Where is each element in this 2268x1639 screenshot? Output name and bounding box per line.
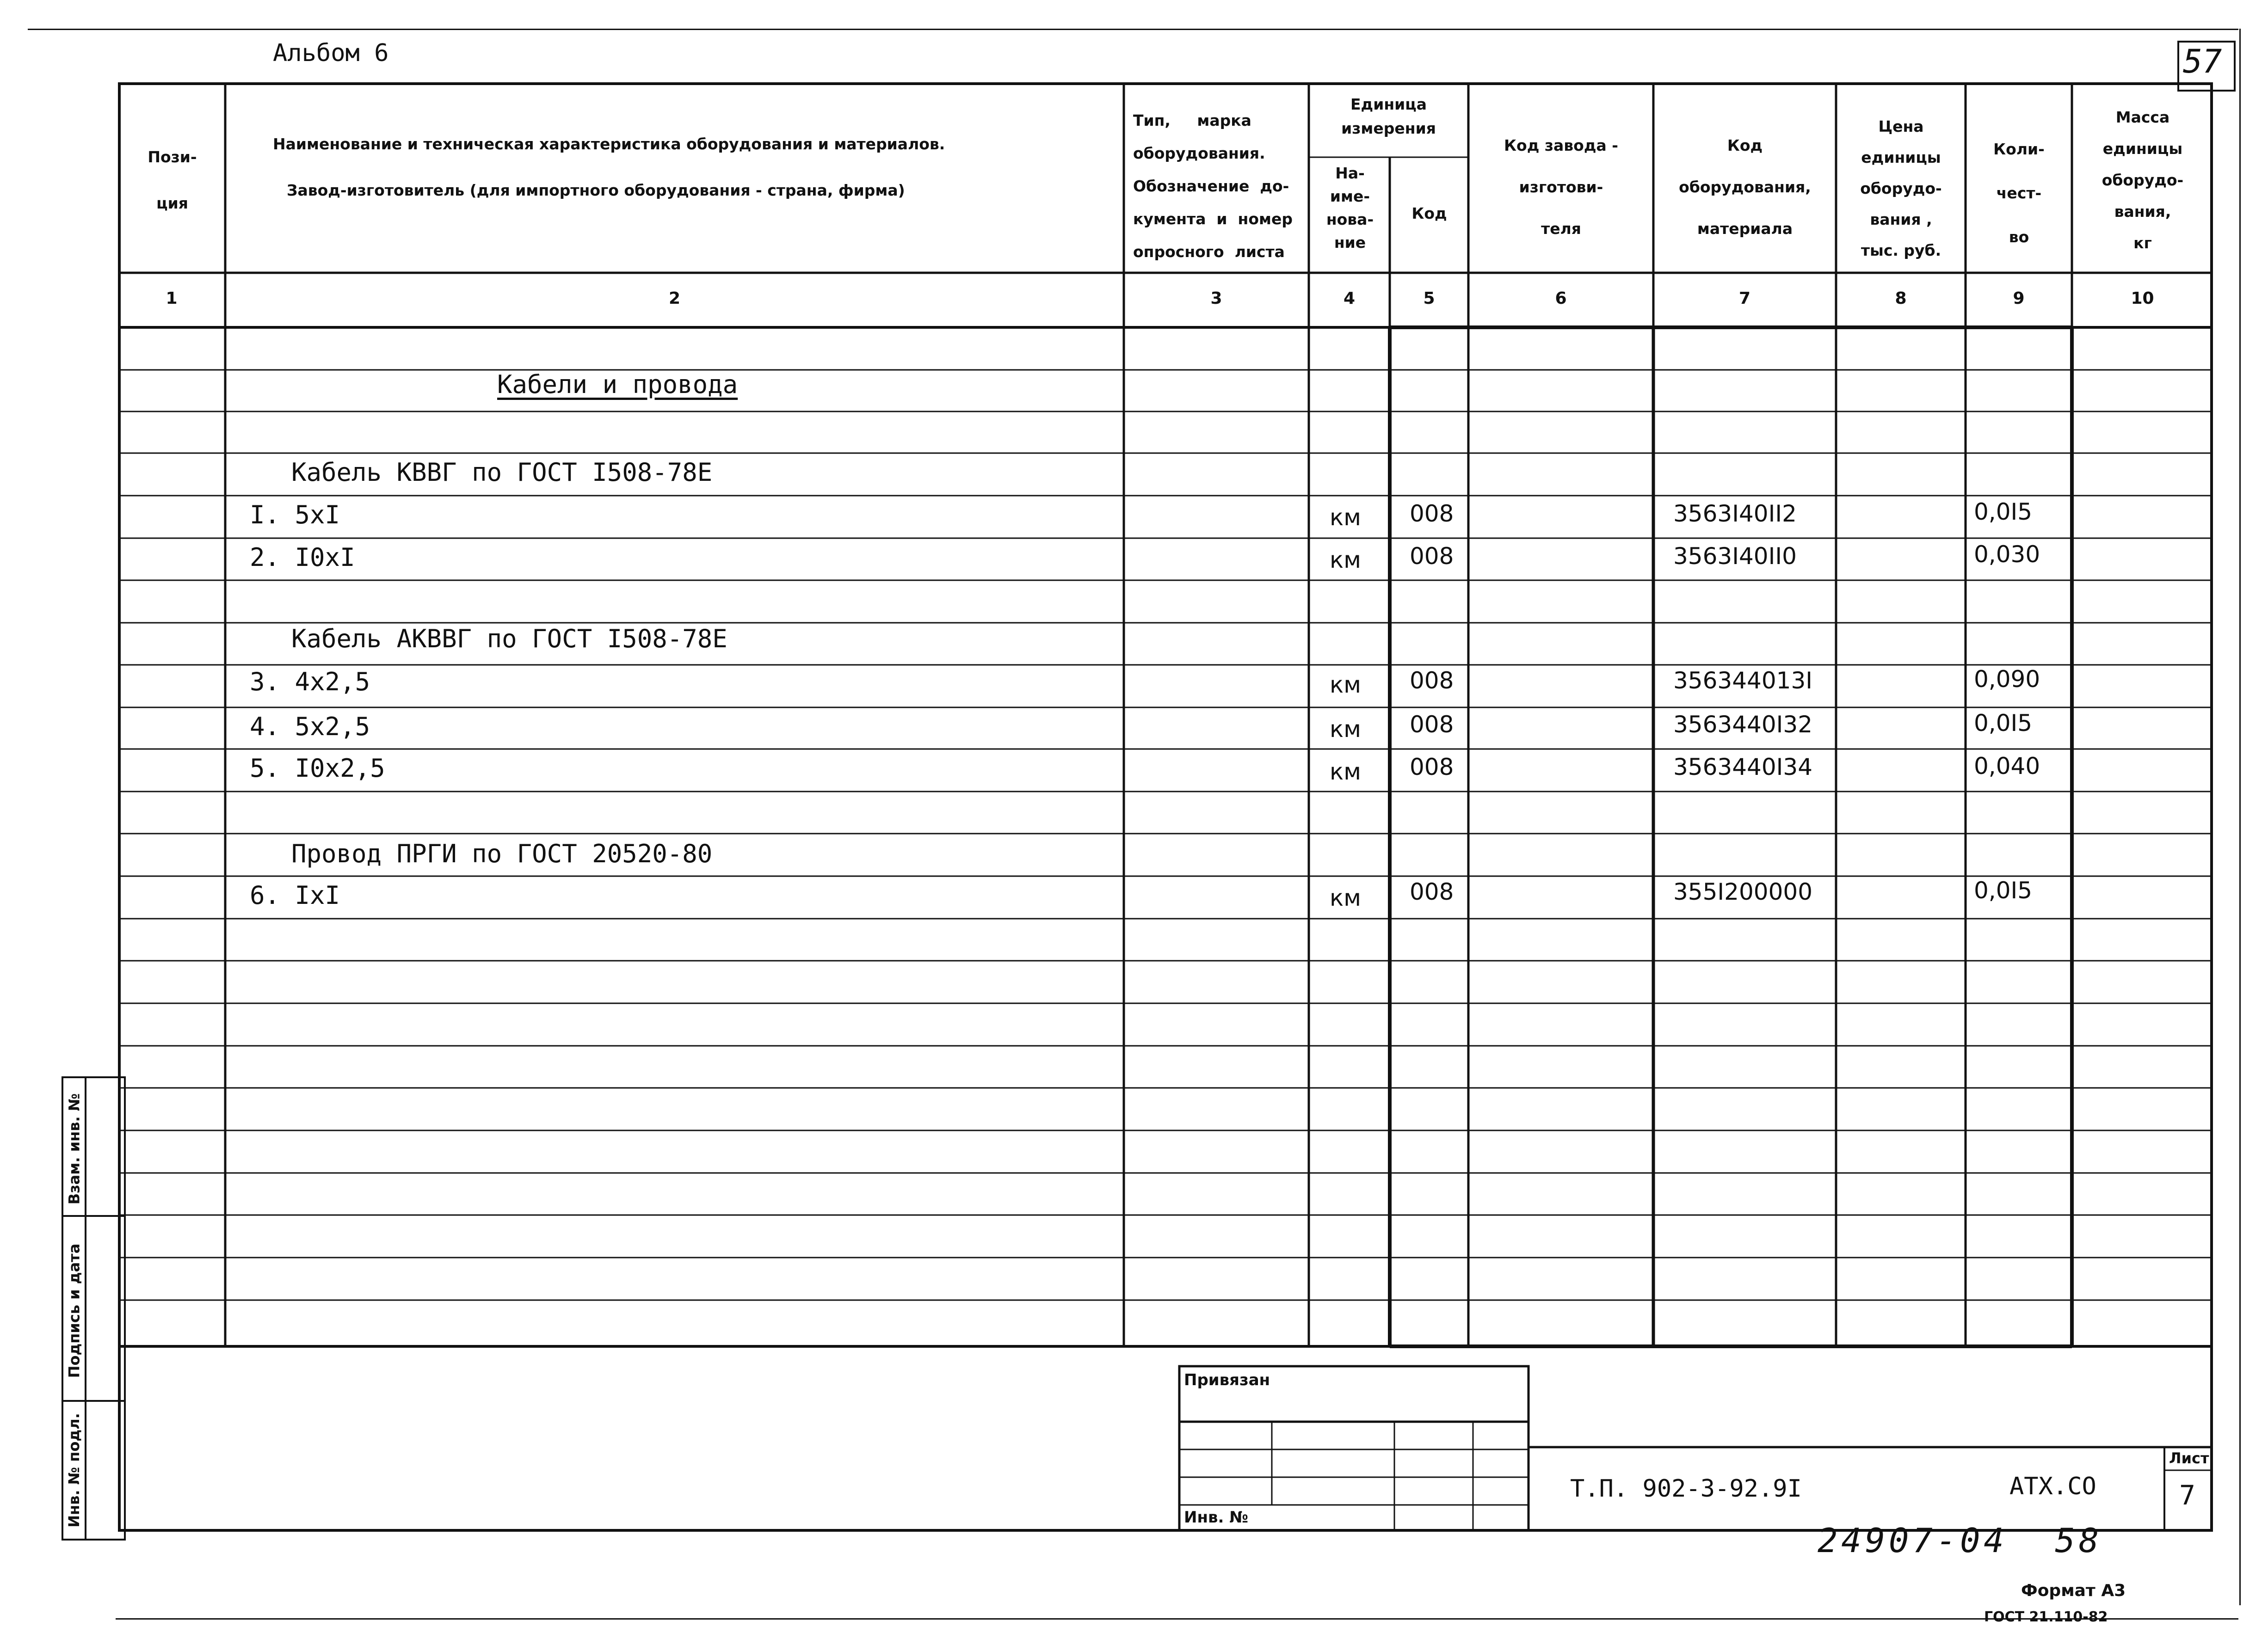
row-unit: км — [1330, 504, 1361, 531]
row-unit: км — [1330, 716, 1361, 743]
header-name-line2: Завод-изготовитель (для импортного оборудования - страна, фирма) — [287, 181, 905, 199]
header-unit-name: На- име- нова- ние — [1326, 164, 1374, 252]
row-unit: км — [1330, 758, 1361, 785]
sheet-label: Лист — [2169, 1449, 2209, 1467]
row-name: 6. IxI — [250, 881, 340, 910]
colnum-9: 9 — [2013, 289, 2025, 308]
row-name: 2. I0xI — [250, 543, 355, 572]
row-name: 4. 5x2,5 — [250, 712, 370, 741]
row-unit: км — [1330, 884, 1361, 911]
side-stamp-signature: Подпись и дата — [65, 1243, 83, 1378]
handwritten-archive-number: 24907-04 58 — [1818, 1521, 2103, 1560]
document-designation: Т.П. 902-3-92.9I — [1570, 1475, 1802, 1503]
album-label: Альбом 6 — [273, 39, 389, 67]
section-title: Кабели и провода — [497, 370, 738, 399]
row-code: 008 — [1410, 543, 1454, 570]
side-stamp-replacement: Взам. инв. № — [65, 1093, 83, 1205]
group-title-prgi: Провод ПРГИ по ГОСТ 20520-80 — [291, 839, 713, 868]
row-material-code: 355I200000 — [1673, 878, 1813, 905]
row-material-code: 3563440I32 — [1673, 711, 1813, 738]
row-code: 008 — [1410, 500, 1454, 527]
group-title-akvvg: Кабель АКВВГ по ГОСТ I508-78Е — [291, 624, 727, 653]
colnum-2: 2 — [668, 289, 681, 308]
header-position: Пози- ция — [148, 148, 197, 212]
header-mass: Масса единицы оборудо- вания, кг — [2102, 108, 2184, 252]
format-label: Формат А3 — [2021, 1581, 2126, 1600]
document-mark: АТХ.СО — [2009, 1473, 2096, 1500]
row-code: 008 — [1410, 878, 1454, 905]
row-material-code: 3563440I34 — [1673, 754, 1813, 780]
colnum-3: 3 — [1210, 289, 1222, 308]
group-title-kvvg: Кабель КВВГ по ГОСТ I508-78Е — [291, 458, 713, 487]
stamp-attached-label: Привязан — [1184, 1371, 1270, 1389]
row-quantity: 0,090 — [1974, 666, 2040, 693]
row-name: 3. 4x2,5 — [250, 667, 370, 696]
row-quantity: 0,030 — [1974, 541, 2040, 568]
header-name-line1: Наименование и техническая характеристика оборудования и материалов. — [273, 135, 945, 153]
colnum-6: 6 — [1555, 289, 1567, 308]
row-quantity: 0,0I5 — [1974, 498, 2033, 525]
colnum-10: 10 — [2131, 289, 2154, 308]
colnum-8: 8 — [1895, 289, 1907, 308]
bottom-trim-line — [116, 1618, 2238, 1620]
row-material-code: 3563I40II0 — [1673, 543, 1797, 570]
sheet-number: 57 — [2183, 43, 2222, 80]
row-code: 008 — [1410, 711, 1454, 738]
header-unit-code: Код — [1411, 204, 1447, 222]
row-quantity: 0,0I5 — [1974, 877, 2033, 904]
header-type: Тип, марка оборудования. Обозначение до- кумента и номер опросного листа — [1133, 111, 1293, 261]
row-quantity: 0,040 — [1974, 753, 2040, 780]
row-material-code: 356344013I — [1673, 667, 1813, 694]
sheet-value: 7 — [2179, 1479, 2195, 1511]
row-name: I. 5xI — [250, 500, 340, 529]
gost-label: ГОСТ 21.110-82 — [1984, 1609, 2108, 1622]
colnum-7: 7 — [1738, 289, 1751, 308]
header-quantity: Коли- чест- во — [1993, 140, 2045, 246]
row-quantity: 0,0I5 — [1974, 710, 2033, 737]
colnum-1: 1 — [166, 289, 178, 308]
row-code: 008 — [1410, 754, 1454, 780]
side-stamp-inventory: Инв. № подл. — [65, 1413, 83, 1528]
row-unit: км — [1330, 546, 1361, 573]
header-factory-code: Код завода - изготови- теля — [1504, 136, 1618, 238]
row-material-code: 3563I40II2 — [1673, 500, 1797, 527]
stamp-inventory-label: Инв. № — [1184, 1508, 1249, 1527]
row-unit: км — [1330, 671, 1361, 698]
colnum-5: 5 — [1423, 289, 1435, 308]
row-name: 5. I0x2,5 — [250, 754, 385, 783]
colnum-4: 4 — [1343, 289, 1356, 308]
header-unit: Единица измерения — [1341, 95, 1436, 137]
row-code: 008 — [1410, 667, 1454, 694]
header-price: Цена единицы оборудо- вания , тыс. руб. — [1860, 117, 1942, 259]
header-material-code: Код оборудования, материала — [1679, 136, 1811, 238]
